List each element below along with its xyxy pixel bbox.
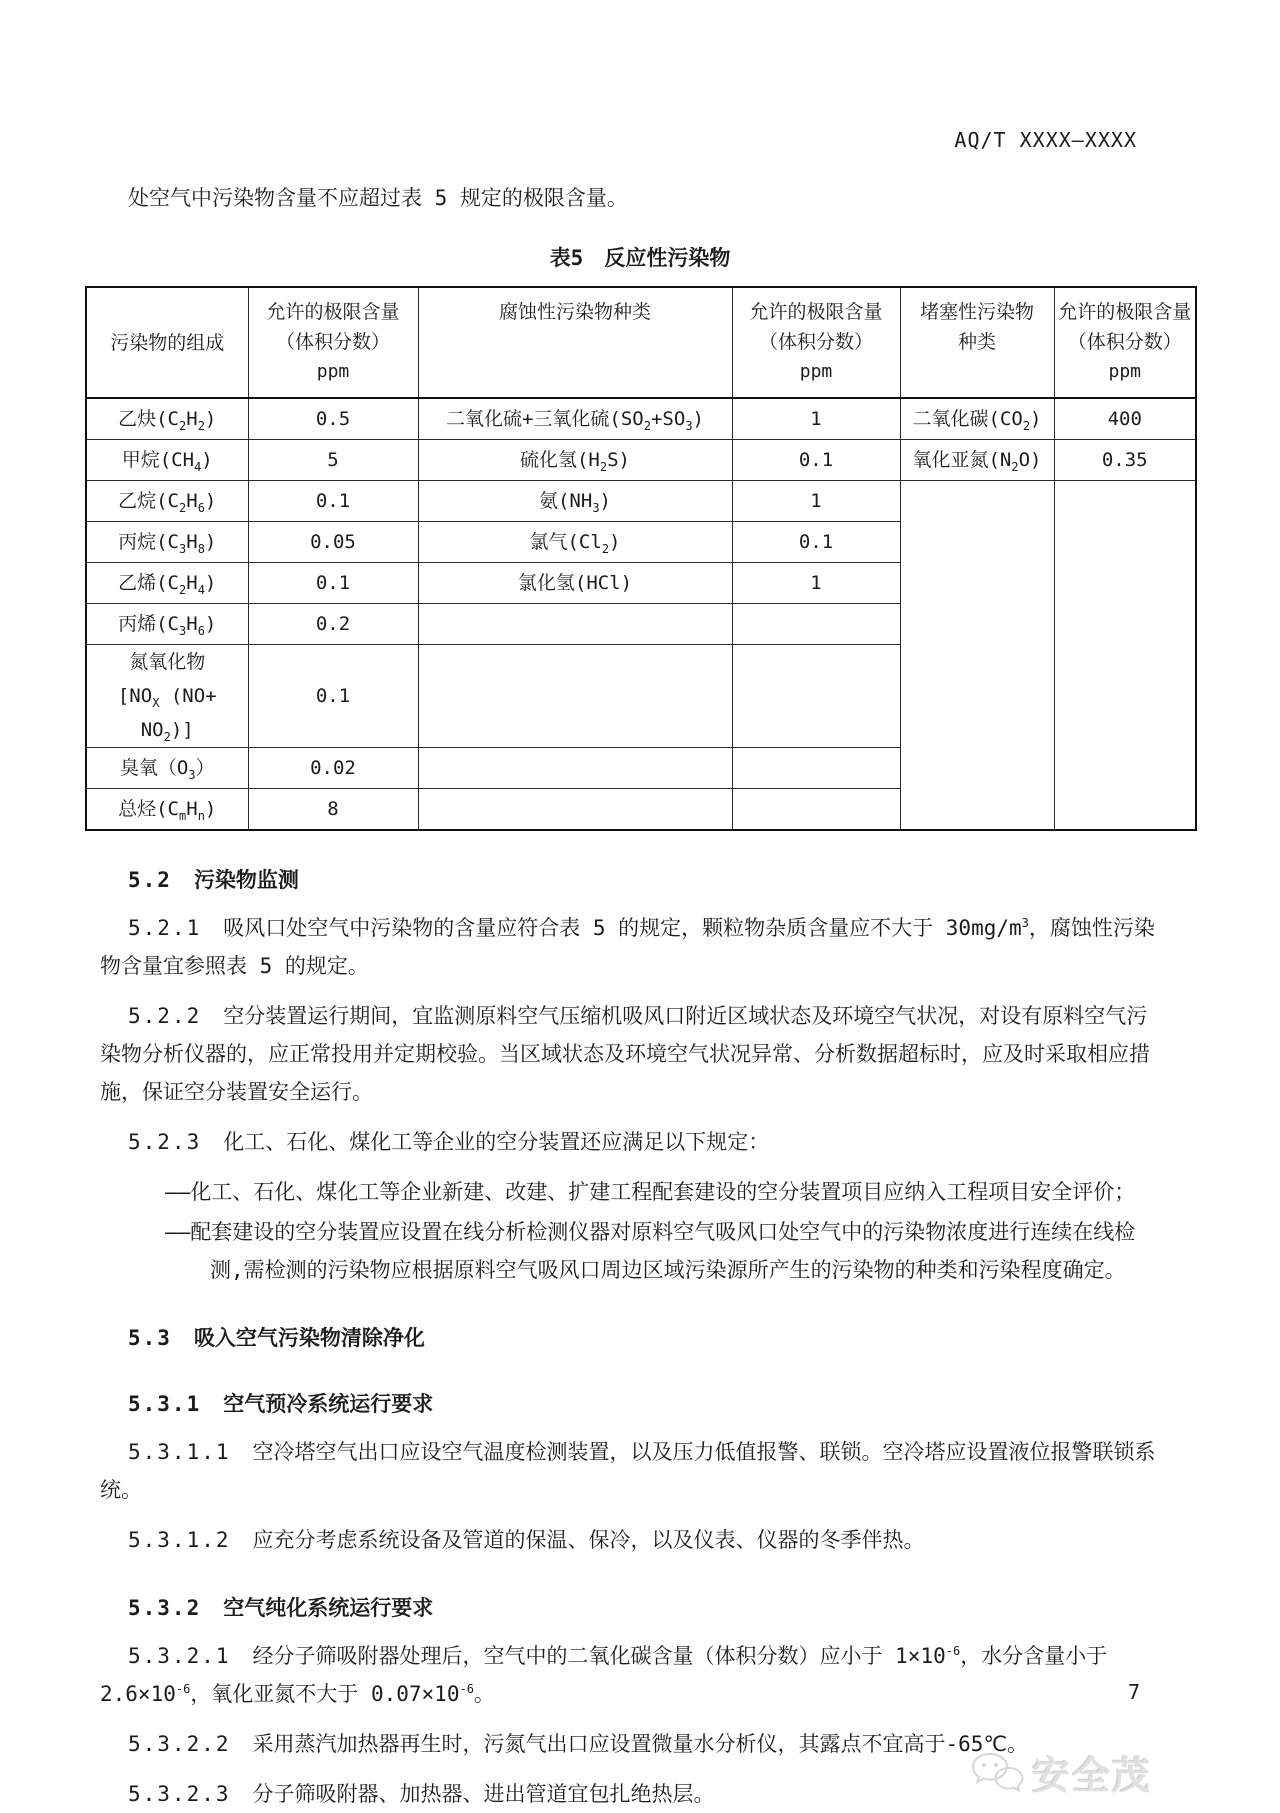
column-header-0: 污染物的组成 [86, 287, 248, 398]
intro-paragraph: 处空气中污染物含量不应超过表 5 规定的极限含量。 [128, 186, 628, 210]
table-cell: 1 [732, 398, 900, 440]
table-cell: 0.2 [248, 604, 418, 645]
table-cell: 甲烷$(CH_4)$ [86, 440, 248, 481]
clause-5.3.2.3: 5.3.2.3 分子筛吸附器、加热器、进出管道宜包扎绝热层。 [128, 1782, 715, 1806]
table-cell: 氯化氢(HCl) [418, 563, 732, 604]
pollutants-table [85, 286, 1197, 831]
table-cell [732, 645, 900, 748]
table-cell: 总烃$(C_mH_n)$ [86, 789, 248, 831]
table-cell: 0.05 [248, 522, 418, 563]
table-cell [732, 789, 900, 831]
wechat-icon [970, 1750, 1024, 1796]
table-cell: 0.02 [248, 748, 418, 789]
table-cell [418, 645, 732, 748]
table-row [86, 440, 1196, 481]
clause-5.3.2.1: 5.3.2.1 经分子筛吸附器处理后，空气中的二氧化碳含量（体积分数）应小于 $1\times 10^{-6}$，水分含量小于 $2.6\times 10^{-6}$，氧化亚氮不大于 $0.07\times 10^{-6}$。 [100, 1644, 1108, 1706]
clause-5.3.2.2: 5.3.2.2 采用蒸汽加热器再生时，污氮气出口应设置微量水分析仪，其露点不宜高于-65℃。 [128, 1732, 1029, 1756]
table-cell [418, 789, 732, 831]
section-heading-5.2: 5.2 污染物监测 [128, 868, 299, 892]
dash-item: ——化工、石化、煤化工等企业新建、改建、扩建工程配套建设的空分装置项目应纳入工程项目安全评价； [165, 1180, 1136, 1204]
table-cell: 1 [732, 563, 900, 604]
table-cell: 硫化氢$(H_2S)$ [418, 440, 732, 481]
table-cell [418, 604, 732, 645]
table-cell: 0.1 [732, 440, 900, 481]
table-cell: 0.1 [732, 522, 900, 563]
clause-5.2.3: 5.2.3 化工、石化、煤化工等企业的空分装置还应满足以下规定： [128, 1130, 770, 1154]
table-cell: 乙烯$(C_2H_4)$ [86, 563, 248, 604]
doc-code: AQ/T XXXX—XXXX [954, 128, 1137, 152]
merged-empty-cell [1054, 481, 1196, 831]
table-cell: 乙炔$(C_2H_2)$ [86, 398, 248, 440]
column-header-3: 允许的极限含量 （体积分数） ppm [732, 287, 900, 398]
table-cell: 8 [248, 789, 418, 831]
table-row [86, 398, 1196, 440]
table-header-row [86, 287, 1196, 398]
table-cell: 0.1 [248, 645, 418, 748]
table-cell: 1 [732, 481, 900, 522]
table-cell: 氧化亚氮$(N_2O)$ [900, 440, 1054, 481]
table-cell: 二氧化硫+三氧化硫$(SO_2+SO_3)$ [418, 398, 732, 440]
watermark-label: 安全茂 [1031, 1754, 1152, 1798]
table-cell: 氮氧化物 [$NO_X$ $(NO+ NO_2)$] [86, 645, 248, 748]
table-body [86, 398, 1196, 830]
section-heading-5.3: 5.3 吸入空气污染物清除净化 [128, 1326, 425, 1350]
table-cell: 5 [248, 440, 418, 481]
column-header-1: 允许的极限含量 （体积分数） ppm [248, 287, 418, 398]
table-cell: 氯气$(Cl_2)$ [418, 522, 732, 563]
column-header-2: 腐蚀性污染物种类 [418, 287, 732, 398]
merged-empty-cell [900, 481, 1054, 831]
table-cell: 丙烯$(C_3H_6)$ [86, 604, 248, 645]
clause-5.3.1.1: 5.3.1.1 空冷塔空气出口应设空气温度检测装置，以及压力低值报警、联锁。空冷塔应设置液位报警联锁系统。 [100, 1440, 1156, 1502]
table-head [86, 287, 1196, 398]
table-cell: 0.5 [248, 398, 418, 440]
table-cell: 400 [1054, 398, 1196, 440]
table-row [86, 481, 1196, 522]
page-number: 7 [1127, 1680, 1140, 1704]
table-cell: 氨$(NH_3)$ [418, 481, 732, 522]
watermark [970, 1745, 1152, 1800]
clause-5.2.2: 5.2.2 空分装置运行期间，宜监测原料空气压缩机吸风口附近区域状态及环境空气状况，对设有原料空气污染物分析仪器的，应正常投用并定期校验。当区域状态及环境空气状况异常、分析数据超标时，应及时采取相应措施，保证空分装置安全运行。 [100, 1004, 1150, 1104]
clause-5.3.1.2: 5.3.1.2 应充分考虑系统设备及管道的保温、保冷，以及仪表、仪器的冬季伴热。 [128, 1528, 925, 1552]
column-header-4: 堵塞性污染物 种类 [900, 287, 1054, 398]
section-heading-5.3.2: 5.3.2 空气纯化系统运行要求 [128, 1596, 434, 1620]
table-cell: 0.35 [1054, 440, 1196, 481]
sections [85, 863, 1165, 1813]
table-cell: 二氧化碳$(CO_2)$ [900, 398, 1054, 440]
section-heading-5.3.1: 5.3.1 空气预冷系统运行要求 [128, 1392, 434, 1416]
table-cell [732, 604, 900, 645]
table-cell: 0.1 [248, 481, 418, 522]
table-title: 表5 反应性污染物 [549, 246, 731, 270]
column-header-5: 允许的极限含量 （体积分数） ppm [1054, 287, 1196, 398]
table-cell [732, 748, 900, 789]
table-cell: 臭氧$(O_3)$ [86, 748, 248, 789]
clause-5.2.1: 5.2.1 吸风口处空气中污染物的含量应符合表 5 的规定，颗粒物杂质含量应不大于 $30mg/m^3$，腐蚀性污染物含量宜参照表 5 的规定。 [100, 916, 1155, 978]
table-cell: 0.1 [248, 563, 418, 604]
table-cell: 丙烷$(C_3H_8)$ [86, 522, 248, 563]
table-cell [418, 748, 732, 789]
dash-item: ——配套建设的空分装置应设置在线分析检测仪器对原料空气吸风口处空气中的污染物浓度进行连续在线检测,需检测的污染物应根据原料空气吸风口周边区域污染源所产生的污染物的种类和污染程度确定。 [165, 1220, 1136, 1282]
table-cell: 乙烷$(C_2H_6)$ [86, 481, 248, 522]
